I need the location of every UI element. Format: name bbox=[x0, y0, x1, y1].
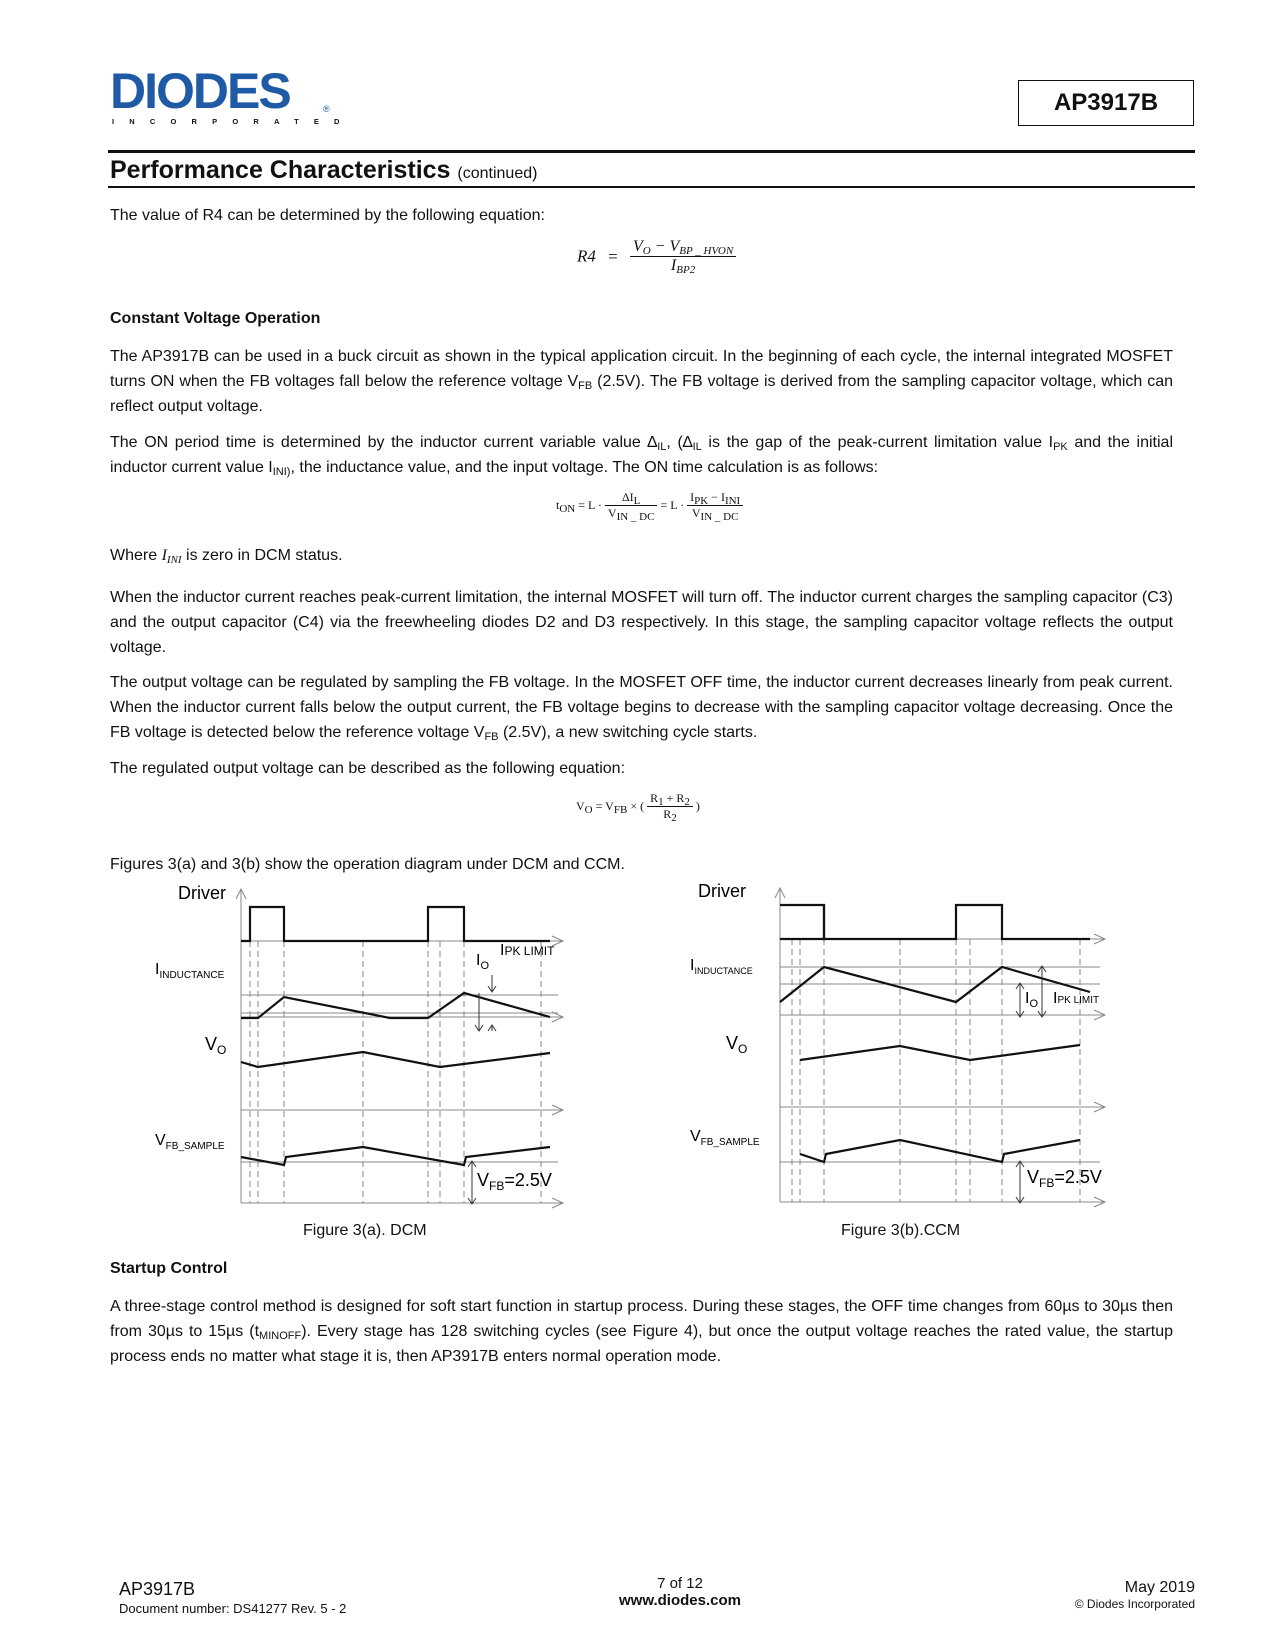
section-continued: (continued) bbox=[457, 165, 538, 182]
where-text: Where $I_{INI}$ is zero in DCM status. bbox=[110, 547, 343, 566]
footer-right bbox=[1000, 1579, 1195, 1611]
fig-b-io-label: $I_O$ bbox=[1025, 990, 1039, 1010]
fig-b-vfb-sample-label: $V_{FB\_SAMPLE}$ bbox=[690, 1128, 760, 1148]
fig-a-driver-label: Driver bbox=[178, 885, 226, 903]
fig-a-vfb-label: $V_{FB}=2.5V$ bbox=[477, 1170, 552, 1193]
footer-document-number: Document number: DS41277 Rev. 5 - 2 bbox=[119, 1601, 347, 1616]
startup-heading: Startup Control bbox=[110, 1260, 228, 1277]
cv-paragraph-1: The AP3917B can be used in a buck circuit as shown in the typical application circuit. In the beginning of each cycle, the internal integrated MOSFET turns ON when the FB voltages fall below the reference voltage $V_{FB}$ (2.5V). The FB voltage is derived from the sampling capacitor voltage, which can reflect output voltage. bbox=[110, 348, 1174, 415]
cv-paragraph-5: The regulated output voltage can be described as the following equation: bbox=[110, 760, 626, 777]
fig-b-ipk-limit-label: IPK LIMIT bbox=[1053, 990, 1100, 1007]
cv-paragraph-4: The output voltage can be regulated by sampling the FB voltage. In the MOSFET OFF time, the inductor current decreases linearly from peak current. When the inductor current falls below the output current, the FB voltage begins to decrease with the sampling capacitor voltage decreasing. Once the FB voltage is detected below the reference voltage $V_{FB}$ (2.5V), a new switching cycle starts. bbox=[110, 674, 1173, 743]
footer-page-number: 7 of 12 bbox=[657, 1575, 703, 1592]
registered-mark: ® bbox=[323, 104, 330, 114]
cv-paragraph-2: The ON period time is determined by the inductor current variable value $\Delta_{IL}$, ($\Delta_{IL}$ is the gap of the peak-current limitation value $I_{PK}$ and the initial inductor current value $I_{INI)}$, the inductance value, and the input voltage. The ON time calculation is as follows: bbox=[110, 434, 1173, 478]
fig-a-vfb-sample-label: $V_{FB\_SAMPLE}$ bbox=[155, 1132, 225, 1152]
cv-paragraph-3: When the inductor current reaches peak-current limitation, the internal MOSFET will turn off. The inductor current charges the sampling capacitor (C3) and the output capacitor (C4) via the freewheeling diodes D2 and D3 respectively. In this stage, the sampling capacitor voltage reflects the output voltage. bbox=[110, 589, 1173, 656]
footer-website-link[interactable]: www.diodes.com bbox=[619, 1592, 741, 1609]
fig-b-vo-label: $V_O$ bbox=[726, 1033, 748, 1056]
fig-a-inductance-label: $I_{INDUCTANCE}$ bbox=[155, 961, 225, 981]
fig-a-io-label: $I_O$ bbox=[476, 952, 490, 972]
startup-paragraph: A three-stage control method is designed for soft start function in startup process. During these stages, the OFF time changes from 60µs to 30µs then from 30µs to 15µs $(t_{MINOFF})$. Every stage has 128 switching cycles (see Figure 4), but once the output voltage reaches the rated value, the startup process ends no matter what stage it is, then AP3917B enters normal operation mode. bbox=[110, 1298, 1174, 1365]
footer-copyright: © Diodes Incorporated bbox=[1074, 1597, 1195, 1611]
header-rule-bottom bbox=[108, 186, 1195, 188]
figure-3b-ccm-diagram bbox=[690, 882, 1110, 1212]
section-title-text: Performance Characteristics bbox=[110, 156, 451, 184]
company-logo: DIODES bbox=[110, 63, 290, 119]
r4-equation: R4 = $\frac{V_O - V_{BP \_ HVON}}{I_{BP2}}$ bbox=[577, 238, 736, 275]
figure-3b-caption: Figure 3(b).CCM bbox=[841, 1222, 961, 1239]
footer-center bbox=[590, 1575, 770, 1609]
fig-b-inductance-label: $I_{INDUCTANCE}$ bbox=[690, 957, 753, 976]
company-logo-subtext: INCORPORATED bbox=[112, 117, 355, 126]
ton-equation: $t_{ON} = L$ · $\frac{\Delta I_L}{V_{IN \_ DC}}$ = L · $\frac{I_{PK} - I_{INI}}{V_{IN \_ DC}}$ bbox=[556, 490, 743, 521]
vo-equation: $V_O = V_{FB}$ × ( $\frac{R_1 + R_2}{R_2}$ ) bbox=[576, 791, 700, 824]
footer-part-number: AP3917B bbox=[119, 1579, 196, 1599]
footer-left bbox=[119, 1579, 346, 1616]
fig-b-driver-label: Driver bbox=[698, 882, 746, 901]
cv-paragraph-6: Figures 3(a) and 3(b) show the operation diagram under DCM and CCM. bbox=[110, 856, 625, 873]
fig-a-ipk-limit-label: IPK LIMIT bbox=[500, 942, 555, 959]
r4-intro: The value of R4 can be determined by the following equation: bbox=[110, 207, 545, 224]
header-rule-top bbox=[108, 150, 1195, 153]
fig-b-vfb-label: $V_{FB}=2.5V$ bbox=[1027, 1167, 1102, 1190]
part-number-box: AP3917B bbox=[1018, 80, 1194, 126]
cv-heading: Constant Voltage Operation bbox=[110, 310, 321, 327]
figure-3a-caption: Figure 3(a). DCM bbox=[303, 1222, 427, 1239]
section-title bbox=[110, 155, 537, 189]
fig-a-vo-label: $V_O$ bbox=[205, 1034, 227, 1057]
figure-3a-dcm-diagram bbox=[150, 885, 590, 1215]
footer-date: May 2019 bbox=[1124, 1579, 1195, 1596]
